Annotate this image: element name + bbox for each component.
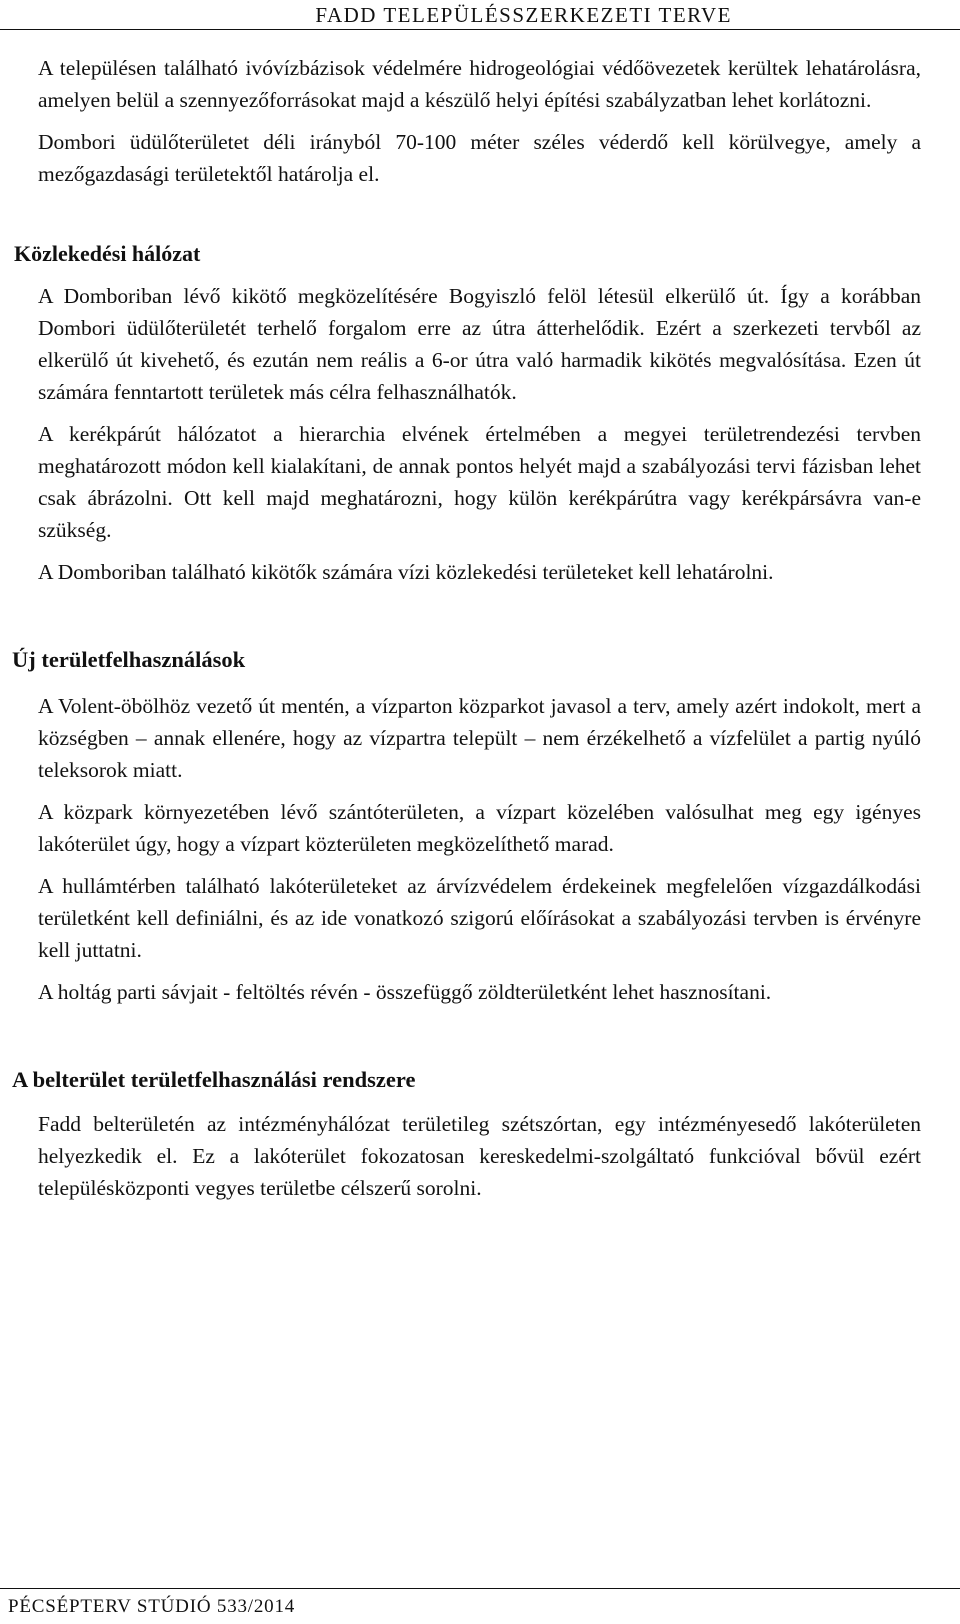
section-heading: A belterület területfelhasználási rendszere — [12, 1067, 416, 1092]
paragraph: A hullámtérben található lakóterületeket az árvízvédelem érdekeinek megfelelően vízgazdálkodási területként kell definiálni, és az ide vonatkozó szigorú előírásokat a szabályozási tervben is érvényre kell juttatni. — [38, 874, 921, 962]
paragraph: A kerékpárút hálózatot a hierarchia elvének értelmében a megyei területrendezési tervben meghatározott módon kell kialakítani, de annak pontos helyét majd a szabályozási tervi fázisban lehet csak ábrázolni. Ott kell majd meghatározni, hogy külön kerékpárútra vagy kerékpársávra van-e szükség. — [38, 422, 921, 542]
new-land-use-section — [12, 644, 921, 1008]
spacer — [38, 598, 921, 644]
paragraph: A közpark környezetében lévő szántóterületen, a vízpart közelében valósulhat meg egy igényes lakóterület úgy, hogy a vízpart közterületen megközelíthető marad. — [38, 800, 921, 856]
running-header — [0, 0, 960, 30]
intro-section — [38, 52, 921, 190]
inner-area-section — [12, 1064, 921, 1204]
paragraph: Dombori üdülőterületet déli irányból 70-100 méter széles véderdő kell körülvegye, amely a mezőgazdasági területektől határolja el. — [38, 130, 921, 186]
transport-section — [14, 238, 921, 588]
paragraph: A Domboriban található kikötők számára vízi közlekedési területeket kell lehatárolni. — [38, 560, 774, 584]
paragraph: A Domboriban lévő kikötő megközelítésére Bogyiszló felöl létesül elkerülő út. Így a korábban Dombori üdülőterületét terhelő forgalom erre az útra átterhelődik. Ezért a szerkezeti tervből az elkerülő út kivehető, és ezután nem reális a 6-or útra való harmadik kikötés megvalósítása. Ezen út számára fenntartott területek más célra felhasználhatók. — [38, 284, 921, 404]
paragraph: A holtág parti sávjait - feltöltés révén - összefüggő zöldterületként lehet hasznosítani. — [38, 980, 772, 1004]
paragraph: Fadd belterületén az intézményhálózat területileg szétszórtan, egy intézményesedő lakóterületen helyezkedik el. Ez a lakóterület fokozatosan kereskedelmi-szolgáltató funkcióval bővül ezért településközponti vegyes területbe célszerű sorolni. — [38, 1112, 921, 1200]
running-title: FADD TELEPÜLÉSSZERKEZETI TERVE — [315, 3, 732, 27]
footer-rule — [0, 1588, 960, 1589]
paragraph: A településen található ivóvízbázisok védelmére hidrogeológiai védőövezetek kerültek lehatárolásra, amelyen belül a szennyezőforrásokat majd a készülő helyi építési szabályzatban lehet korlátozni. — [38, 56, 921, 112]
page-footer — [0, 1588, 960, 1624]
paragraph: A Volent-öbölhöz vezető út mentén, a vízparton közparkot javasol a terv, amely azért indokolt, mert a községben – annak ellenére, hogy az vízpartra települt – nem érzékelhető a vízfelület a partig nyúló teleksorok miatt. — [38, 694, 921, 782]
spacer — [38, 200, 921, 238]
footer-text: PÉCSÉPTERV STÚDIÓ 533/2014 — [8, 1596, 296, 1617]
page-content — [12, 52, 921, 1214]
header-rule — [0, 29, 960, 30]
spacer — [38, 1018, 921, 1064]
section-heading: Közlekedési hálózat — [14, 241, 201, 266]
section-heading: Új területfelhasználások — [12, 647, 246, 672]
